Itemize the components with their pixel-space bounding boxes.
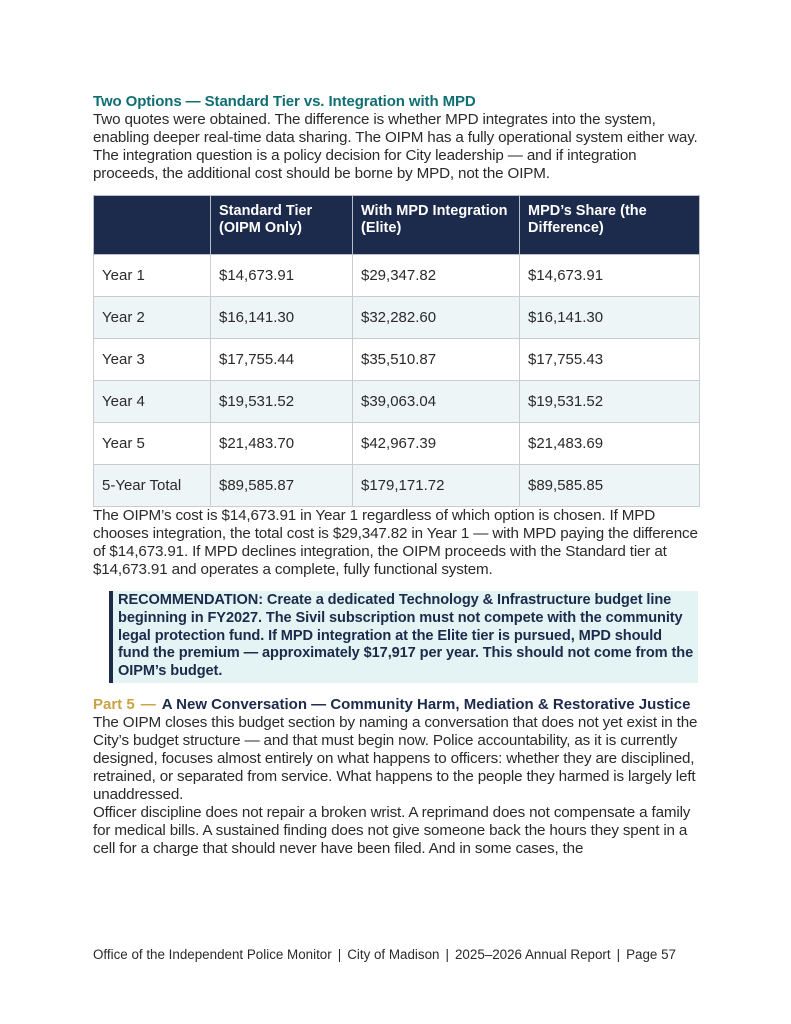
footer-report: 2025–2026 Annual Report [454, 947, 611, 962]
row-label: Year 2 [94, 297, 211, 339]
row-label: Year 4 [94, 381, 211, 423]
standard-cost: $17,755.44 [211, 339, 353, 381]
quote-comparison-table [93, 195, 700, 507]
footer-page-number: Page 57 [626, 947, 676, 962]
part-title: A New Conversation — Community Harm, Mediation & Restorative Justice [161, 695, 691, 713]
table-row [94, 381, 700, 423]
table-row [94, 423, 700, 465]
standard-cost: $89,585.87 [211, 465, 353, 507]
intro-paragraph: Two quotes were obtained. The difference is whether MPD integrates into the system, enabling deeper real-time data sharing. The OIPM has a fully operational system either way. The integration question is a policy decision for City leadership — and if integration proceeds, the additional cost should be borne by MPD, not the OIPM. [93, 111, 698, 182]
mpd-share: $14,673.91 [520, 255, 700, 297]
table-header-mpd-share: MPD’s Share (the Difference) [520, 196, 700, 255]
row-label: Year 1 [94, 255, 211, 297]
document-page [93, 93, 698, 858]
row-label: Year 5 [94, 423, 211, 465]
mpd-share: $21,483.69 [520, 423, 700, 465]
table-row-total [94, 465, 700, 507]
footer-separator: | [445, 947, 449, 962]
table-header-standard: Standard Tier (OIPM Only) [211, 196, 353, 255]
table-header-row [94, 196, 700, 255]
mpd-share: $89,585.85 [520, 465, 700, 507]
standard-cost: $21,483.70 [211, 423, 353, 465]
integration-cost: $29,347.82 [353, 255, 520, 297]
integration-cost: $32,282.60 [353, 297, 520, 339]
integration-cost: $42,967.39 [353, 423, 520, 465]
footer-separator: | [616, 947, 621, 962]
part-dash: — [140, 695, 156, 713]
mpd-share: $19,531.52 [520, 381, 700, 423]
table-header-integration: With MPD Integration (Elite) [353, 196, 520, 255]
part-heading [93, 696, 698, 714]
mpd-share: $16,141.30 [520, 297, 700, 339]
part-label: Part 5 [93, 695, 135, 713]
integration-cost: $39,063.04 [353, 381, 520, 423]
row-label: Year 3 [94, 339, 211, 381]
integration-cost: $179,171.72 [353, 465, 520, 507]
table-row [94, 297, 700, 339]
conversation-paragraph-1: The OIPM closes this budget section by naming a conversation that does not yet exist in the City’s budget structure — and that must begin now. Police accountability, as it is currently designed, focuses almost entirely on what happens to officers: whether they are disciplined, retrained, or separated from service. What happens to the people they harmed is largely left unaddressed. [93, 713, 698, 803]
table-row [94, 339, 700, 381]
standard-cost: $14,673.91 [211, 255, 353, 297]
mpd-share: $17,755.43 [520, 339, 700, 381]
footer-org: Office of the Independent Police Monitor [93, 947, 332, 962]
conversation-paragraph-2: Officer discipline does not repair a broken wrist. A reprimand does not compensate a family for medical bills. A sustained finding does not give someone back the hours they spent in a cell for a charge that should never have been filed. And in some cases, the [93, 803, 691, 857]
row-label: 5-Year Total [94, 465, 211, 507]
integration-cost: $35,510.87 [353, 339, 520, 381]
table-header-blank [94, 196, 211, 255]
recommendation-callout: RECOMMENDATION: Create a dedicated Technology & Infrastructure budget line beginning in FY2027. The Sivil subscription must not compete with the community legal protection fund. If MPD integration at the Elite tier is pursued, MPD should fund the premium — approximately $17,917 per year. This should not come from the OIPM’s budget. [109, 591, 698, 683]
footer-separator: | [337, 947, 342, 962]
footer-city: City of Madison [347, 947, 440, 962]
cost-explanation-paragraph: The OIPM’s cost is $14,673.91 in Year 1 regardless of which option is chosen. If MPD chooses integration, the total cost is $29,347.82 in Year 1 — with MPD paying the difference of $14,673.91. If MPD declines integration, the OIPM proceeds with the Standard tier at $14,673.91 and operates a complete, fully functional system. [93, 507, 698, 578]
section-heading: Two Options — Standard Tier vs. Integration with MPD [93, 93, 476, 110]
page-footer [93, 946, 698, 964]
standard-cost: $19,531.52 [211, 381, 353, 423]
table-row [94, 255, 700, 297]
standard-cost: $16,141.30 [211, 297, 353, 339]
